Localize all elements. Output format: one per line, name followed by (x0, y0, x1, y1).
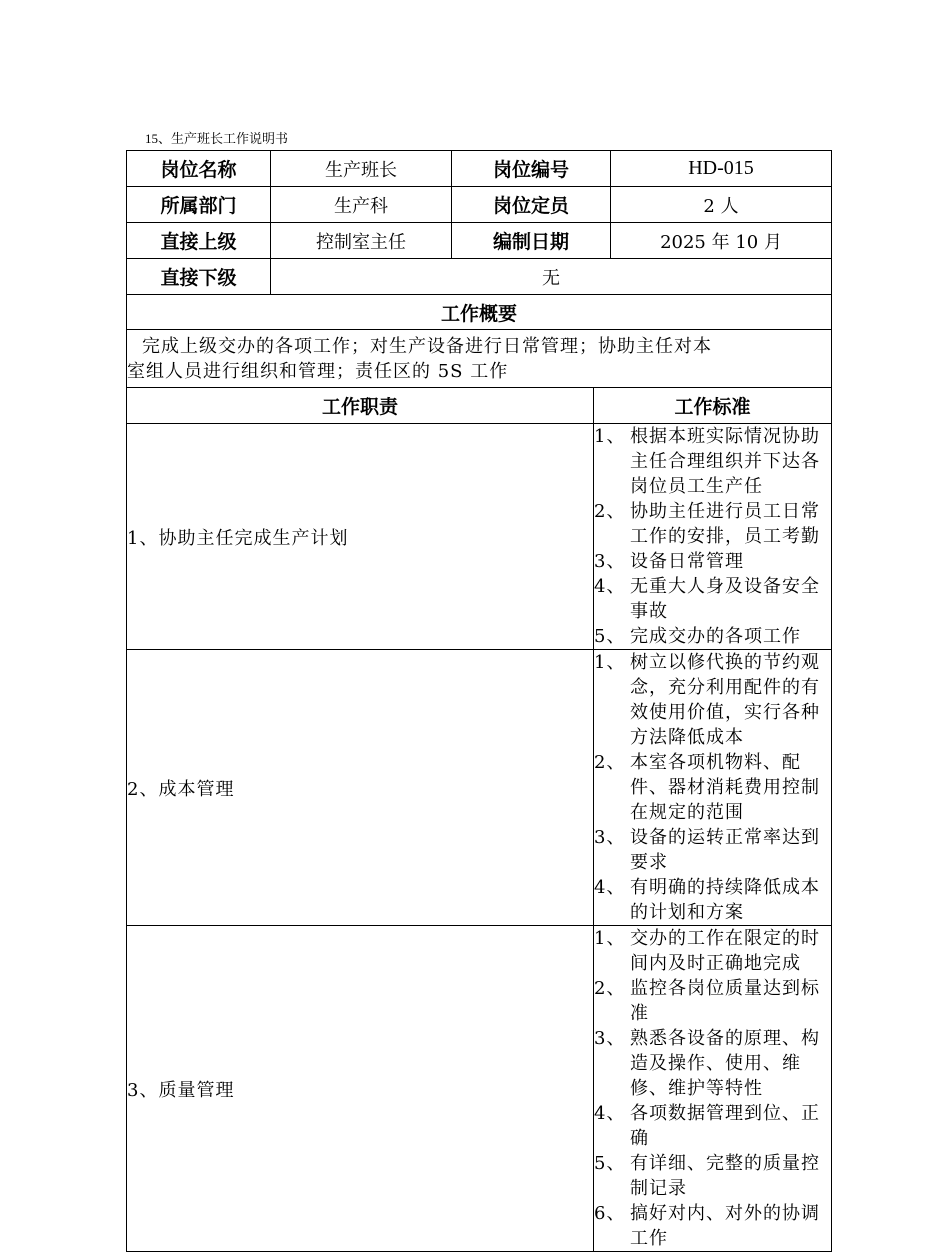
header-standard: 工作标准 (594, 388, 832, 424)
standard-number: 3、 (594, 1028, 626, 1049)
value-position-code: HD-015 (611, 151, 832, 187)
label-headcount: 岗位定员 (452, 187, 611, 223)
standard-item (594, 624, 831, 649)
summary-text (127, 330, 832, 388)
duty-row (127, 926, 832, 1252)
standard-number: 4、 (594, 877, 626, 898)
value-department: 生产科 (271, 187, 452, 223)
duty-row (127, 424, 832, 650)
standard-text: 交办的工作在限定的时间内及时正确地完成 (630, 928, 820, 974)
standard-number: 5、 (594, 626, 626, 647)
value-compile-date: 2025 年 10 月 (611, 223, 832, 259)
standard-text: 监控各岗位质量达到标准 (630, 978, 820, 1024)
standard-number: 1、 (594, 652, 626, 673)
standard-item (594, 650, 831, 750)
duty-standards (594, 650, 832, 926)
standard-item (594, 549, 831, 574)
label-position-name: 岗位名称 (127, 151, 271, 187)
standard-item (594, 875, 831, 925)
standard-text: 本室各项机物料、配件、器材消耗费用控制在规定的范围 (630, 752, 820, 823)
standard-number: 2、 (594, 501, 626, 522)
duty-row (127, 650, 832, 926)
duty-standards (594, 926, 832, 1252)
value-position-name: 生产班长 (271, 151, 452, 187)
standard-number: 5、 (594, 1153, 626, 1174)
summary-title: 工作概要 (127, 295, 832, 330)
value-headcount: 2 人 (611, 187, 832, 223)
standard-item (594, 1101, 831, 1151)
header-duty: 工作职责 (127, 388, 594, 424)
standard-item (594, 825, 831, 875)
standard-text: 搞好对内、对外的协调工作 (630, 1203, 820, 1249)
standard-number: 3、 (594, 827, 626, 848)
standard-number: 3、 (594, 551, 626, 572)
standard-number: 2、 (594, 978, 626, 999)
label-direct-superior: 直接上级 (127, 223, 271, 259)
standard-text: 设备的运转正常率达到要求 (630, 827, 820, 873)
value-direct-superior: 控制室主任 (271, 223, 452, 259)
standard-item (594, 574, 831, 624)
label-compile-date: 编制日期 (452, 223, 611, 259)
info-row-superior (127, 223, 832, 259)
standard-item (594, 424, 831, 499)
standard-item (594, 1026, 831, 1101)
label-department: 所属部门 (127, 187, 271, 223)
label-direct-subordinate: 直接下级 (127, 259, 271, 295)
standard-number: 4、 (594, 1103, 626, 1124)
job-description-table (126, 150, 832, 1252)
duty-header-row (127, 388, 832, 424)
standard-number: 1、 (594, 426, 626, 447)
standard-number: 1、 (594, 928, 626, 949)
standard-item (594, 976, 831, 1026)
info-row-position (127, 151, 832, 187)
standard-text: 熟悉各设备的原理、构造及操作、使用、维修、维护等特性 (630, 1028, 820, 1099)
standard-item (594, 926, 831, 976)
standard-text: 各项数据管理到位、正确 (630, 1103, 820, 1149)
summary-title-row (127, 295, 832, 330)
standard-text: 无重大人身及设备安全事故 (630, 576, 820, 622)
label-position-code: 岗位编号 (452, 151, 611, 187)
summary-line-1: 完成上级交办的各项工作；对生产设备进行日常管理；协助主任对本 (142, 335, 712, 357)
info-row-department (127, 187, 832, 223)
standard-number: 4、 (594, 576, 626, 597)
duty-name: 2、成本管理 (127, 650, 594, 926)
standard-number: 2、 (594, 752, 626, 773)
duty-standards (594, 424, 832, 650)
standard-text: 有明确的持续降低成本的计划和方案 (630, 877, 820, 923)
standard-item (594, 1201, 831, 1251)
standard-text: 有详细、完整的质量控制记录 (630, 1153, 820, 1199)
value-direct-subordinate: 无 (271, 259, 832, 295)
standard-item (594, 750, 831, 825)
standard-number: 6、 (594, 1203, 626, 1224)
duty-name: 1、协助主任完成生产计划 (127, 424, 594, 650)
standard-item (594, 499, 831, 549)
summary-line-2: 室组人员进行组织和管理；责任区的 5S 工作 (127, 360, 509, 382)
standard-text: 树立以修代换的节约观念，充分利用配件的有效使用价值，实行各种方法降低成本 (630, 652, 820, 748)
standard-text: 根据本班实际情况协助主任合理组织并下达各岗位员工生产任 (630, 426, 820, 497)
standard-text: 设备日常管理 (630, 551, 744, 572)
standard-text: 完成交办的各项工作 (630, 626, 801, 647)
duty-name: 3、质量管理 (127, 926, 594, 1252)
document-caption: 15、生产班长工作说明书 (145, 131, 289, 146)
standard-text: 协助主任进行员工日常工作的安排，员工考勤 (630, 501, 820, 547)
info-row-subordinate (127, 259, 832, 295)
standard-item (594, 1151, 831, 1201)
summary-row (127, 330, 832, 388)
